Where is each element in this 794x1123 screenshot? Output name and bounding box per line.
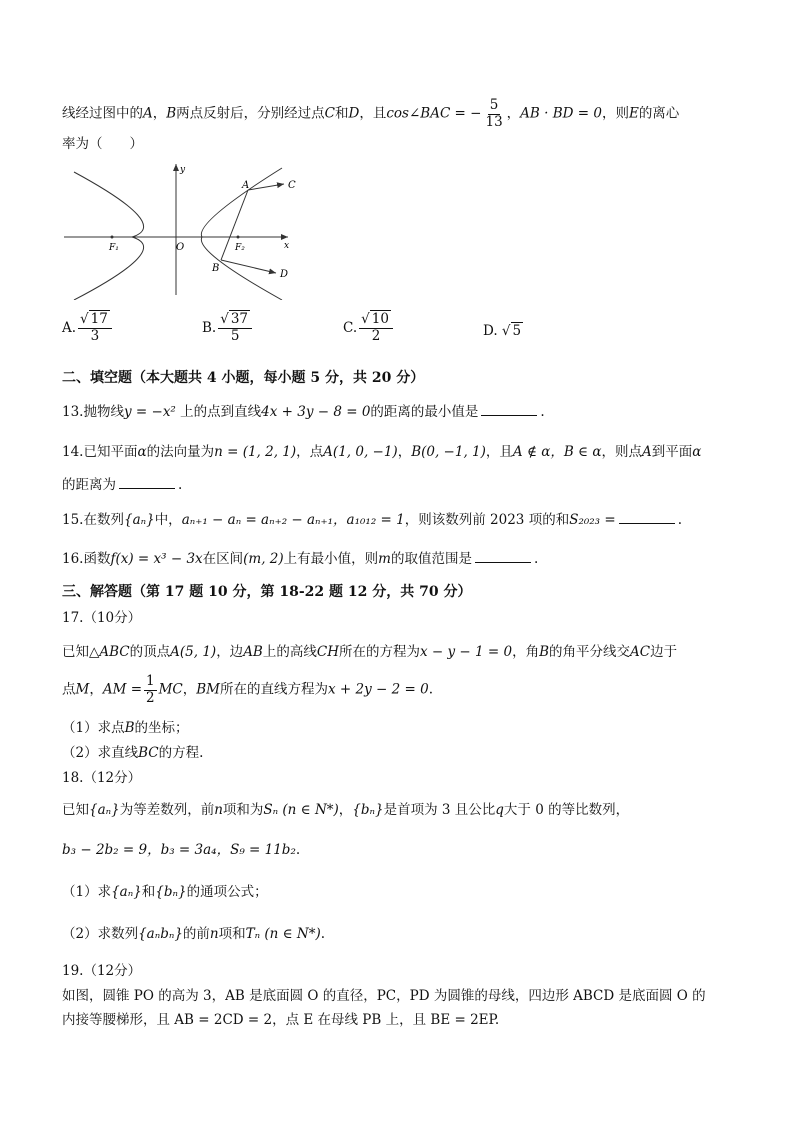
q12-line2: 率为（ ） xyxy=(62,136,143,152)
origin-label: O xyxy=(176,242,185,253)
q17-part1: （1）求点B的坐标； xyxy=(62,720,189,736)
cos-fraction: $\frac{5}{13}$ xyxy=(485,97,503,130)
q18-part2: （2）求数列{aₙbₙ}的前n项和Tₙ (n ∈ N*). xyxy=(62,926,326,942)
q17-part2: （2）求直线BC的方程. xyxy=(62,745,204,761)
F2-label: F₂ xyxy=(235,243,245,253)
choice-B: B. $\frac{√ 37}{5}$ xyxy=(202,312,254,344)
q19-line1: 如图，圆锥 PO 的高为 3，AB 是底面圆 O 的直径，PC，PD 为圆锥的母线，四边形 ABCD 是底面圆 O 的 xyxy=(62,988,706,1004)
q13: 13.抛物线y = −x² 上的点到直线4x + 3y − 8 = 0的距离的最小值是 . xyxy=(62,404,545,420)
choice-C: C. $\frac{√ 10}{2}$ xyxy=(343,312,395,344)
q19-head: 19.（12分） xyxy=(62,963,142,979)
choice-D: D. √ 5 xyxy=(483,322,522,339)
D-label: D xyxy=(280,269,289,280)
dot-product: AB · BD = 0 xyxy=(520,105,602,122)
left-branch xyxy=(74,172,144,300)
q17-line1: 已知△ABC的顶点A(5, 1)，边AB上的高线CH所在的方程为x − y − 1 = 0，角B的角平分线交AC边于 xyxy=(62,644,678,660)
q14-line2: 的距离为 . xyxy=(62,477,183,493)
y-label: y xyxy=(180,165,186,175)
q16: 16.函数f(x) = x³ − 3x在区间(m, 2)上有最小值，则m的取值范围是 . xyxy=(62,551,539,567)
q15: 15.在数列{aₙ}中，aₙ₊₁ − aₙ = aₙ₊₂ − aₙ₊₁，a₁₀₁₂ = 1，则该数列前 2023 项的和S₂₀₂₃ = . xyxy=(62,512,682,528)
q19-line2: 内接等腰梯形，且 AB = 2CD = 2，点 E 在母线 PB 上，且 BE = 2EP. xyxy=(62,1012,500,1028)
q13-answer-blank[interactable] xyxy=(481,414,537,416)
q17-line2: 点M，AM = $\frac{1}{2}$ MC，BM所在的直线方程为x + 2y − 2 = 0. xyxy=(62,673,434,706)
q15-answer-blank[interactable] xyxy=(619,522,675,524)
q12-line1: 线经过图中的A，B两点反射后，分别经过点C和D，且cos∠BAC = − $\frac{5}{13}$ ，AB · BD = 0，则E的离心 xyxy=(62,97,680,130)
hyperbola-figure xyxy=(62,160,312,300)
A-label: A xyxy=(242,180,250,191)
q16-answer-blank[interactable] xyxy=(475,561,531,563)
choice-A: A. $\frac{√ 17}{3}$ xyxy=(62,312,114,344)
q14-answer-blank[interactable] xyxy=(119,487,175,489)
q14-line1: 14.已知平面α的法向量为n = (1, 2, 1)，点A(1, 0, −1)，B(0, −1, 1)，且A ∉ α，B ∈ α，则点A到平面α xyxy=(62,444,702,460)
q18-head: 18.（12分） xyxy=(62,770,142,786)
q18-line1: 已知{aₙ}为等差数列，前n项和为Sₙ (n ∈ N*)，{bₙ}是首项为 3 且公比q大于 0 的等比数列， xyxy=(62,802,630,818)
B-label: B xyxy=(212,263,220,274)
q18-line2: b₃ − 2b₂ = 9，b₃ = 3a₄，S₉ = 11b₂. xyxy=(62,842,301,858)
ray-BD xyxy=(221,260,276,273)
F1-point xyxy=(111,236,114,239)
F2-point xyxy=(237,236,240,239)
x-label: x xyxy=(284,241,290,251)
section2-title: 二、填空题（本大题共 4 小题，每小题 5 分，共 20 分） xyxy=(62,370,425,386)
F1-label: F₁ xyxy=(109,243,119,253)
C-label: C xyxy=(288,180,296,191)
q17-head: 17.（10分） xyxy=(62,610,142,626)
q18-part1: （1）求{aₙ}和{bₙ}的通项公式； xyxy=(62,884,268,900)
section3-title: 三、解答题（第 17 题 10 分，第 18-22 题 12 分，共 70 分） xyxy=(62,584,472,600)
